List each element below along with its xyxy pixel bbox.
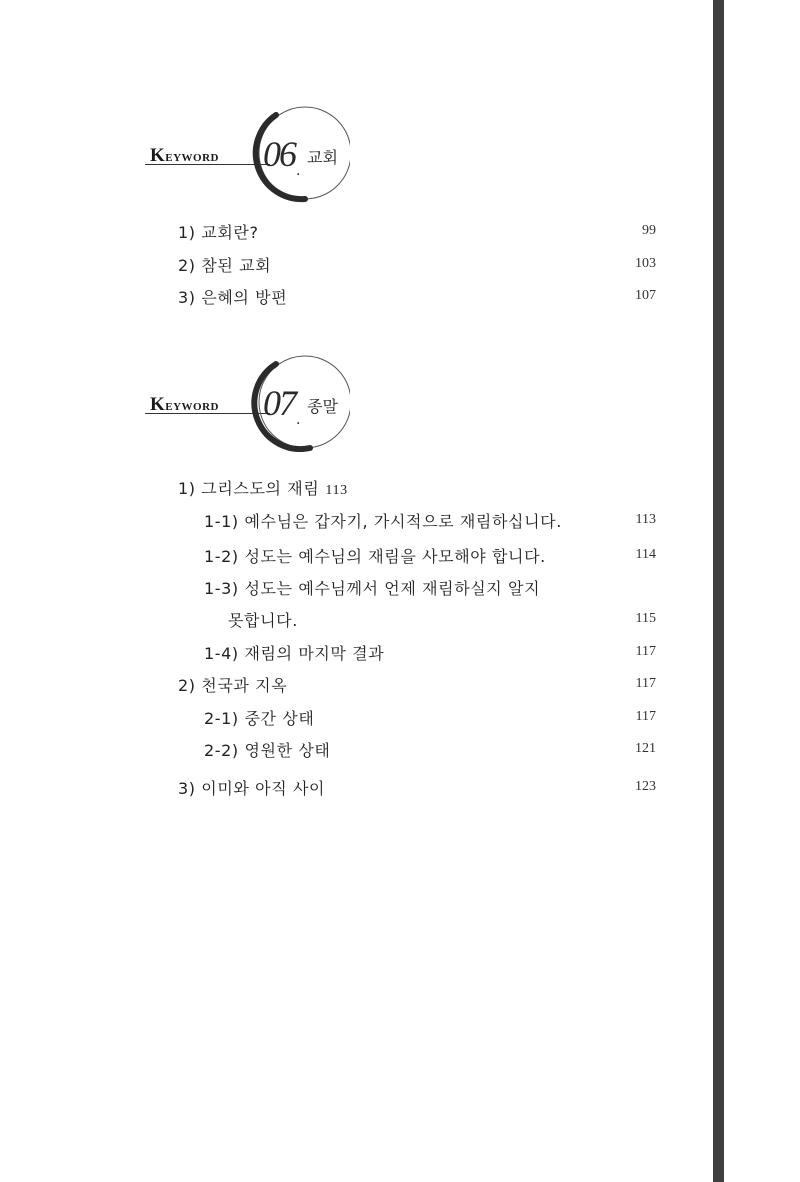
keyword-title: 종말 [307, 397, 338, 416]
toc-entry-text: 3) 은혜의 방편 [178, 288, 288, 307]
toc-entry[interactable] [178, 776, 656, 800]
toc-entry-text [178, 476, 348, 499]
toc-entry-text-continued: 못합니다. [228, 611, 298, 630]
keyword-number-dot: . [296, 163, 301, 179]
toc-entry-page: 107 [635, 288, 656, 303]
keyword-number-dot: . [296, 412, 301, 428]
toc-entry[interactable] [204, 738, 656, 762]
toc-entry-text: 2) 참된 교회 [178, 256, 272, 275]
toc-entry[interactable] [204, 641, 656, 665]
keyword-label-text: eyword [165, 149, 220, 165]
toc-entry-page: 123 [635, 779, 656, 794]
keyword-07-header [145, 352, 385, 452]
toc-entry[interactable] [204, 706, 656, 730]
toc-entry-text: 2-1) 중간 상태 [204, 709, 315, 728]
toc-entry-page: 115 [635, 611, 656, 626]
keyword-label: Keyword [150, 145, 220, 166]
keyword-label: Keyword [150, 394, 220, 415]
toc-entry-page: 114 [635, 547, 656, 562]
toc-entry-page: 117 [635, 644, 656, 659]
toc-entry-text: 1-4) 재림의 마지막 결과 [204, 644, 385, 663]
toc-entry-text: 1) 교회란? [178, 223, 259, 242]
toc-entry-page: 99 [642, 223, 656, 238]
toc-entry-text: 2-2) 영원한 상태 [204, 741, 331, 760]
toc-entry[interactable] [204, 509, 656, 533]
toc-entry[interactable] [178, 220, 656, 244]
toc-entry[interactable] [178, 285, 656, 309]
toc-entry-page: 113 [635, 512, 656, 527]
toc-entry[interactable] [178, 253, 656, 277]
toc-entry-text: 1-2) 성도는 예수님의 재림을 사모해야 합니다. [204, 547, 546, 566]
toc-entry-page: 117 [635, 709, 656, 724]
toc-entry[interactable] [178, 476, 656, 500]
keyword-number: 06 [263, 134, 295, 174]
keyword-label-text: eyword [165, 398, 220, 414]
keyword-title: 교회 [307, 148, 338, 167]
keyword-number: 07 [263, 383, 295, 423]
toc-entry-text: 3) 이미와 아직 사이 [178, 779, 326, 798]
toc-entry[interactable] [204, 544, 656, 568]
toc-entry[interactable] [178, 673, 656, 697]
toc-entry-page: 117 [635, 676, 656, 691]
toc-entry-page: 103 [635, 256, 656, 271]
toc-entry-text: 2) 천국과 지옥 [178, 676, 288, 695]
toc-entry-page: 121 [635, 741, 656, 756]
toc-entry-page: 113 [325, 483, 348, 498]
toc-entry[interactable] [204, 576, 656, 632]
toc-entry-label: 1) 그리스도의 재림 [178, 479, 320, 498]
side-edge-bar [713, 0, 724, 1182]
toc-entry-text: 1-1) 예수님은 갑자기, 가시적으로 재림하십니다. [204, 512, 562, 531]
toc-entry-text: 1-3) 성도는 예수님께서 언제 재림하실지 알지 [204, 579, 541, 598]
keyword-06-header [145, 103, 385, 203]
